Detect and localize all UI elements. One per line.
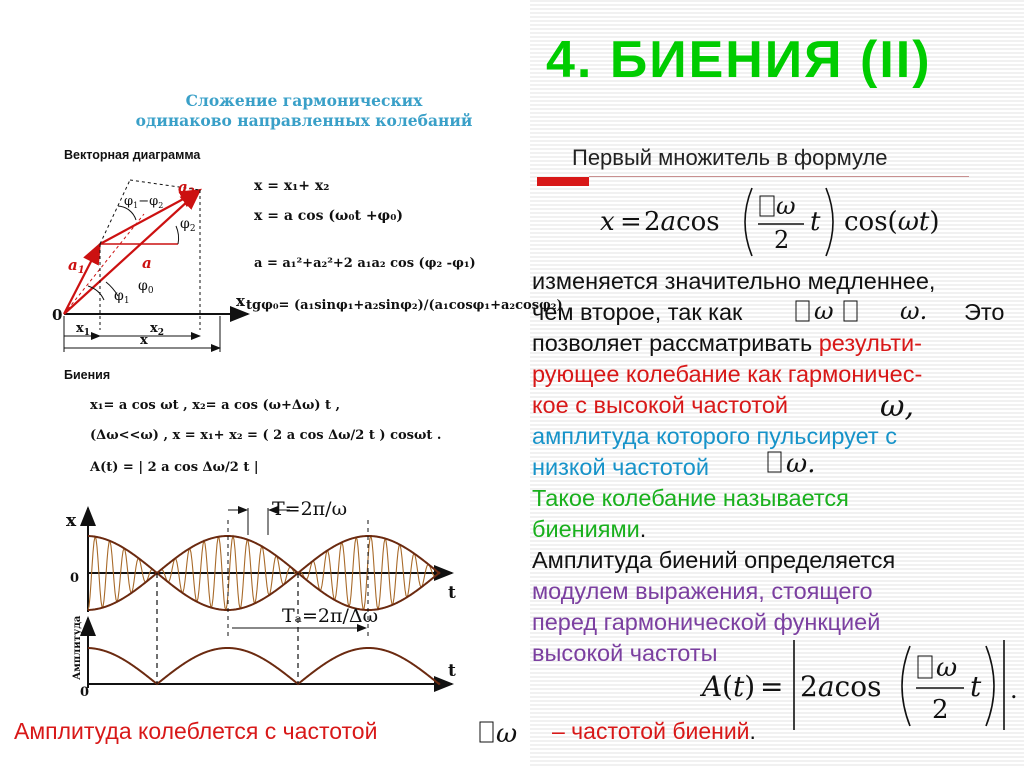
axis-x-label: x — [66, 511, 77, 531]
para-line-8: Такое колебание называется — [532, 485, 849, 511]
para-line-1: изменяется значительно медленнее, — [532, 268, 936, 294]
svg-text:2: 2 — [774, 226, 790, 254]
para-line-11: модулем выражения, стоящего — [532, 578, 873, 604]
svg-text:x: x — [600, 207, 615, 237]
para-line-3: позволяет рассматривать результи- — [532, 330, 922, 356]
beats-eq-3: A(t) = | 2 a cos Δω/2 t | — [90, 460, 259, 475]
delta-omega-symbol — [764, 446, 844, 480]
bottom-line: Амплитуда колеблется с частотой — [14, 718, 378, 744]
period-ta-label: Tₐ=2π/Δω — [282, 605, 379, 627]
svg-text:φ1: $\varphi_1$ — [114, 288, 130, 306]
axis-t-label: t — [448, 583, 456, 603]
para-line-9: биениями. — [532, 516, 647, 542]
omega-symbol — [876, 388, 926, 424]
page-title: 4. БИЕНИЯ (II) — [546, 31, 932, 89]
formula-main — [580, 180, 980, 260]
para-line-10: Амплитуда биений определяется — [532, 547, 896, 573]
svg-text:(t): (t) — [722, 670, 756, 703]
svg-text:ω: ω — [814, 297, 834, 325]
amplitude-curve — [88, 648, 440, 684]
svg-text:t: t — [810, 207, 821, 237]
figure-title: Сложение гармонических одинаково направленных колебаний — [135, 91, 473, 130]
eq-tangent: tgφ₀= (a₁sinφ₁+a₂sinφ₂)/(a₁cosφ₁+a₂cosφ₂) — [246, 298, 563, 313]
svg-text:ω: ω — [776, 192, 796, 220]
axis-zero: 0 — [70, 571, 80, 586]
bottom-line-tail: – частотой биений. — [552, 718, 756, 744]
svg-text:t: t — [970, 670, 982, 703]
eq-amplitude: a = a₁²+a₂²+2 a₁a₂ cos (φ₂ -φ₁) — [254, 256, 476, 271]
svg-text:ω.: ω. — [900, 297, 928, 325]
para-line-2a: чем второе, так как — [532, 299, 743, 325]
para-line-5: кое с высокой частотой — [532, 392, 789, 418]
beats-label: Биения — [64, 368, 111, 382]
vector-diagram-label: Векторная диаграмма — [64, 148, 201, 162]
svg-text:a: a — [142, 254, 152, 272]
svg-text:φ2: $\varphi_2$ — [180, 216, 196, 234]
svg-text:=: = — [760, 670, 784, 703]
svg-text:2acos: 2acos — [800, 670, 882, 703]
svg-text:ω.: ω. — [786, 449, 816, 479]
svg-text:ω: ω — [496, 719, 518, 749]
para-line-12: перед гармонической функцией — [532, 609, 881, 635]
eq-sum: x = x₁+ x₂ — [254, 178, 330, 194]
svg-text:cos(ωt): cos(ωt) — [844, 207, 940, 237]
svg-text:ω: ω — [936, 653, 958, 683]
para-line-7: низкой частотой — [532, 454, 709, 480]
svg-text:ω,: ω, — [880, 389, 914, 424]
para-line-6: амплитуда которого пульсирует с — [532, 423, 897, 449]
para-line-2b: Это — [964, 299, 1005, 325]
para-line-4: рующее колебание как гармоничес- — [532, 361, 923, 387]
axis-t-label-2: t — [448, 661, 456, 681]
svg-text:A: A — [702, 670, 723, 703]
subtitle-underline — [589, 176, 969, 177]
svg-text:x: x — [140, 333, 148, 348]
curve — [88, 648, 440, 684]
svg-text:a1: $a_1$ — [68, 256, 85, 276]
svg-text:φ1−φ2: $\varphi_1-\varphi_2$ — [124, 194, 164, 210]
beats-eq-1: x₁= a cos ωt , x₂= a cos (ω+Δω) t , — [90, 398, 341, 413]
svg-text:2: 2 — [932, 695, 949, 725]
svg-text:x1: $x_1$ — [76, 321, 91, 338]
axis-amplitude-label: Амплитуда — [72, 615, 83, 680]
svg-text:=: = — [620, 207, 642, 237]
svg-text:2acos: 2acos — [644, 207, 720, 237]
svg-text:a2: $a_2$ — [178, 178, 195, 198]
svg-text:x: x — [236, 292, 245, 310]
period-t-label: T=2π/ω — [272, 498, 348, 520]
subtitle: Первый множитель в формуле — [572, 145, 888, 170]
axis-zero-2: 0 — [80, 685, 90, 700]
svg-text:.: . — [1010, 676, 1018, 704]
svg-text:x2: $x_2$ — [150, 321, 165, 338]
svg-text:φ0: $\varphi_0$ — [138, 278, 154, 296]
beat-frequency-symbol — [478, 716, 538, 752]
omega-inequality — [792, 295, 932, 329]
eq-resultant: x = a cos (ω₀t +φ₀) — [254, 208, 403, 224]
para-line-13: высокой частоты — [532, 640, 718, 666]
beats-eq-2: (Δω<<ω) , x = x₁+ x₂ = ( 2 a cos Δω/2 t ) cosωt . — [90, 428, 442, 443]
svg-text:0: 0 — [52, 306, 63, 324]
